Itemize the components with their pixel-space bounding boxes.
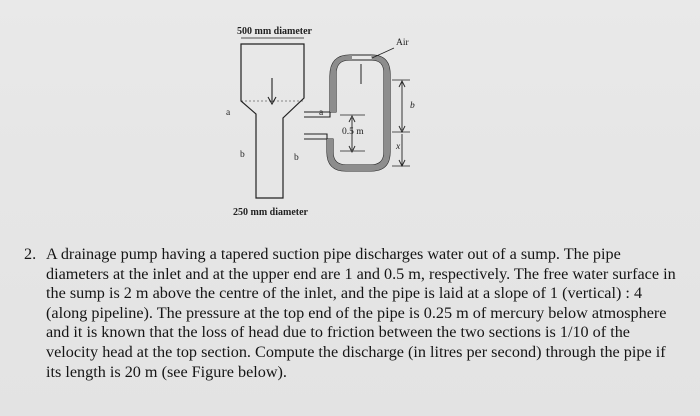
problem-statement: [24, 245, 684, 382]
problem-text: A drainage pump having a tapered suction pipe discharges water out of a sump. The pipe diameters at the inlet and at the upper end are 1 and 0.5 m, respectively. The free water surface in the sump is 2 m above the centre of the inlet, and the pipe is laid at a slope of 1 (vertical) : 4 (along pipeline). The pressure at the top end of the pipe is 0.25 m of mercury below atmosphere and it is known that the loss of head due to friction between the two sections is 1/10 of the velocity head at the top section. Compute the discharge (in litres per second) through the pipe if its length is 20 m (see Figure below).: [46, 245, 676, 381]
bottom-diameter-label: 250 mm diameter: [233, 207, 308, 218]
gap-label: 0.5 m: [342, 127, 364, 137]
label-a-inner: a: [319, 108, 324, 118]
label-a-left: a: [226, 108, 231, 118]
air-pointer: [372, 48, 394, 58]
label-b-right: b: [294, 153, 299, 163]
label-b-side: b: [410, 101, 415, 111]
problem-number: 2.: [24, 245, 37, 263]
air-label: Air: [396, 38, 409, 48]
mercury-left: [330, 55, 352, 112]
label-x: x: [396, 142, 401, 152]
label-b-left: b: [240, 150, 245, 160]
pipe-outline: [241, 44, 304, 198]
manometer-tube: [304, 60, 384, 165]
top-diameter-label: 500 mm diameter: [237, 26, 312, 37]
